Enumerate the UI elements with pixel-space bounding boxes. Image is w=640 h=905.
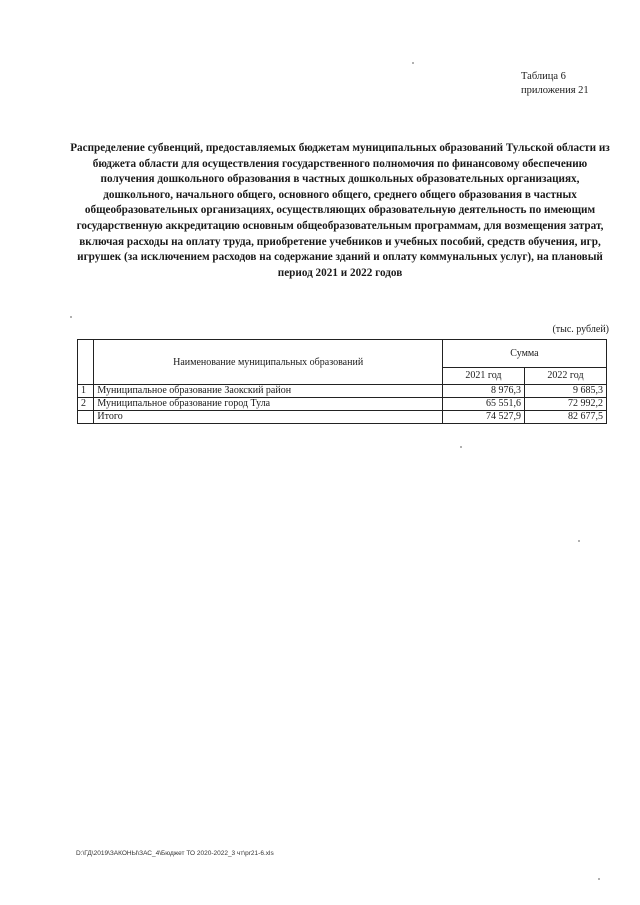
table-header-row — [78, 340, 607, 368]
row-number: 2 — [78, 398, 94, 411]
row-value-2022: 72 992,2 — [524, 398, 606, 411]
row-value-2021: 65 551,6 — [442, 398, 524, 411]
scan-speck — [70, 316, 72, 318]
scan-speck — [598, 878, 600, 880]
table-row — [78, 398, 607, 411]
row-municipality-name: Муниципальное образование Заокский район — [94, 385, 443, 398]
total-value-2022: 82 677,5 — [524, 411, 606, 424]
table-total-row — [78, 411, 607, 424]
header-year-2022: 2022 год — [524, 367, 606, 384]
reference-appendix-number: приложения 21 — [521, 85, 589, 96]
total-label: Итого — [94, 411, 443, 424]
file-path-footer: D:\ГД\2019\ЗАКОНЫ\ЗАС_4\Бюджет ТО 2020-2022_3 чт\pr21-6.xls — [76, 850, 274, 857]
header-number-cell — [78, 340, 94, 385]
table-reference — [521, 70, 589, 98]
row-value-2022: 9 685,3 — [524, 385, 606, 398]
header-sum-cell: Сумма — [442, 340, 606, 368]
header-name-cell: Наименование муниципальных образований — [94, 340, 443, 385]
total-number-cell — [78, 411, 94, 424]
scan-speck — [412, 62, 414, 64]
scan-speck — [578, 540, 580, 542]
document-title: Распределение субвенций, предоставляемых бюджетам муниципальных образований Тульской области из бюджета области для осуществления государственного полномочия по финансовому обеспечению получения дошкольного образования в частных дошкольных образовательных организациях, дошкольного, начального общего, основного общего, среднего общего образования в частных общеобразовательных организациях, осуществляющих образовательную деятельность по имеющим государственную аккредитацию основным общеобразовательным программам, для возмещения затрат, включая расходы на оплату труда, приобретение учебников и учебных пособий, средств обучения, игр, игрушек (за исключением расходов на содержание зданий и оплату коммунальных услуг), на плановый период 2021 и 2022 годов — [70, 142, 610, 279]
units-note: (тыс. рублей) — [552, 324, 609, 335]
row-number: 1 — [78, 385, 94, 398]
total-value-2021: 74 527,9 — [442, 411, 524, 424]
table-row — [78, 385, 607, 398]
row-value-2021: 8 976,3 — [442, 385, 524, 398]
subsidy-table — [77, 339, 607, 424]
reference-table-number: Таблица 6 — [521, 71, 566, 82]
scan-speck — [460, 446, 462, 448]
row-municipality-name: Муниципальное образование город Тула — [94, 398, 443, 411]
header-year-2021: 2021 год — [442, 367, 524, 384]
